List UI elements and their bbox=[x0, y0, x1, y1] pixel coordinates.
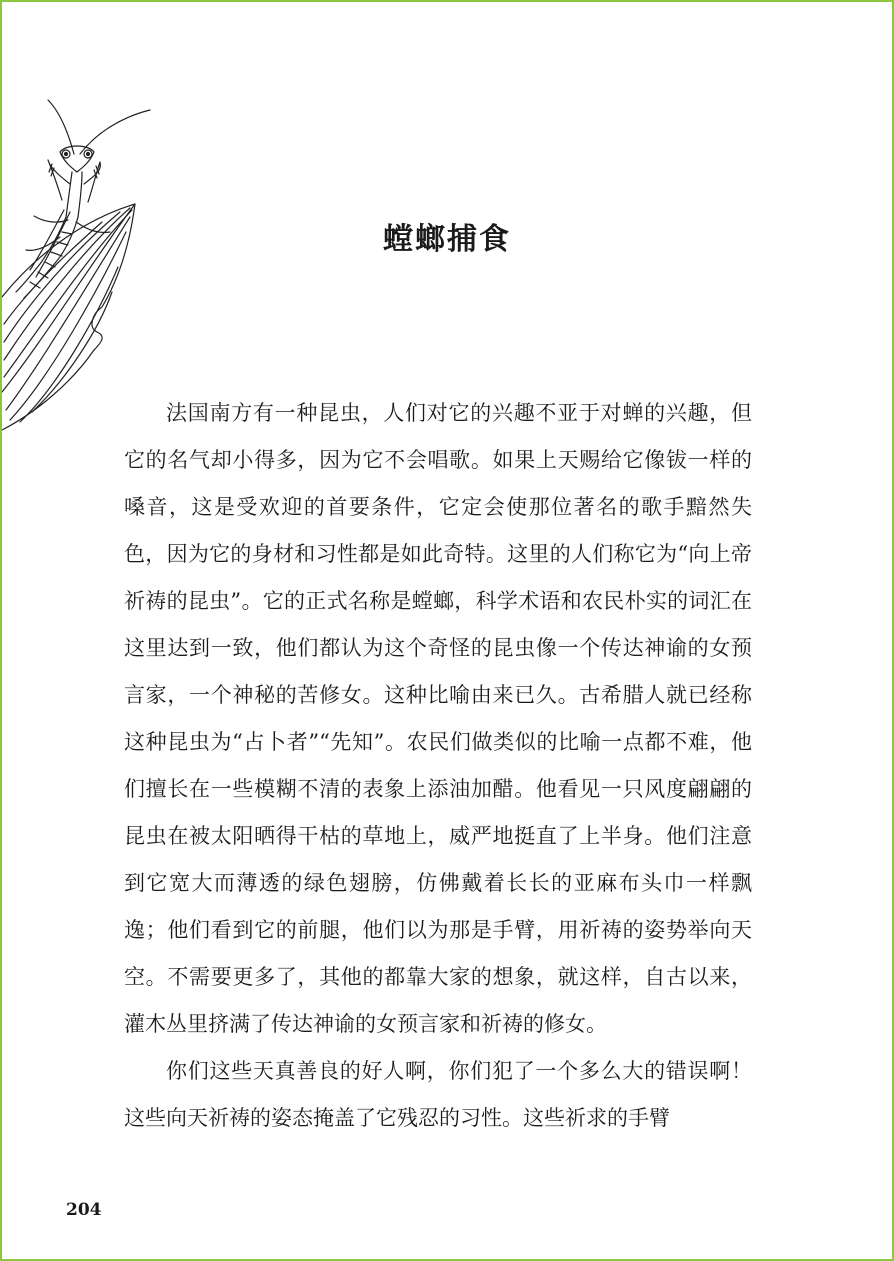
page-number: 204 bbox=[66, 1200, 102, 1220]
body-text bbox=[124, 390, 752, 1142]
praying-mantis-on-leaf-illustration bbox=[2, 92, 162, 437]
paragraph: 你们这些天真善良的好人啊，你们犯了一个多么大的错误啊！这些向天祈祷的姿态掩盖了它残忍的习性。这些祈求的手臂 bbox=[124, 1059, 752, 1130]
chapter-title: 螳螂捕食 bbox=[383, 222, 511, 257]
paragraph: 法国南方有一种昆虫，人们对它的兴趣不亚于对蝉的兴趣，但它的名气却小得多，因为它不会唱歌。如果上天赐给它像钹一样的嗓音，这是受欢迎的首要条件，它定会使那位著名的歌手黯然失色，因为它的身材和习性都是如此奇特。这里的人们称它为“向上帝祈祷的昆虫”。它的正式名称是螳螂，科学术语和农民朴实的词汇在这里达到一致，他们都认为这个奇怪的昆虫像一个传达神谕的女预言家，一个神秘的苦修女。这种比喻由来已久。古希腊人就已经称这种昆虫为“占卜者”“先知”。农民们做类似的比喻一点都不难，他们擅长在一些模糊不清的表象上添油加醋。他看见一只风度翩翩的昆虫在被太阳晒得干枯的草地上，威严地挺直了上半身。他们注意到它宽大而薄透的绿色翅膀，仿佛戴着长长的亚麻布头巾一样飘逸；他们看到它的前腿，他们以为那是手臂，用祈祷的姿势举向天空。不需要更多了，其他的都靠大家的想象，就这样，自古以来，灌木丛里挤满了传达神谕的女预言家和祈祷的修女。 bbox=[124, 401, 752, 1036]
